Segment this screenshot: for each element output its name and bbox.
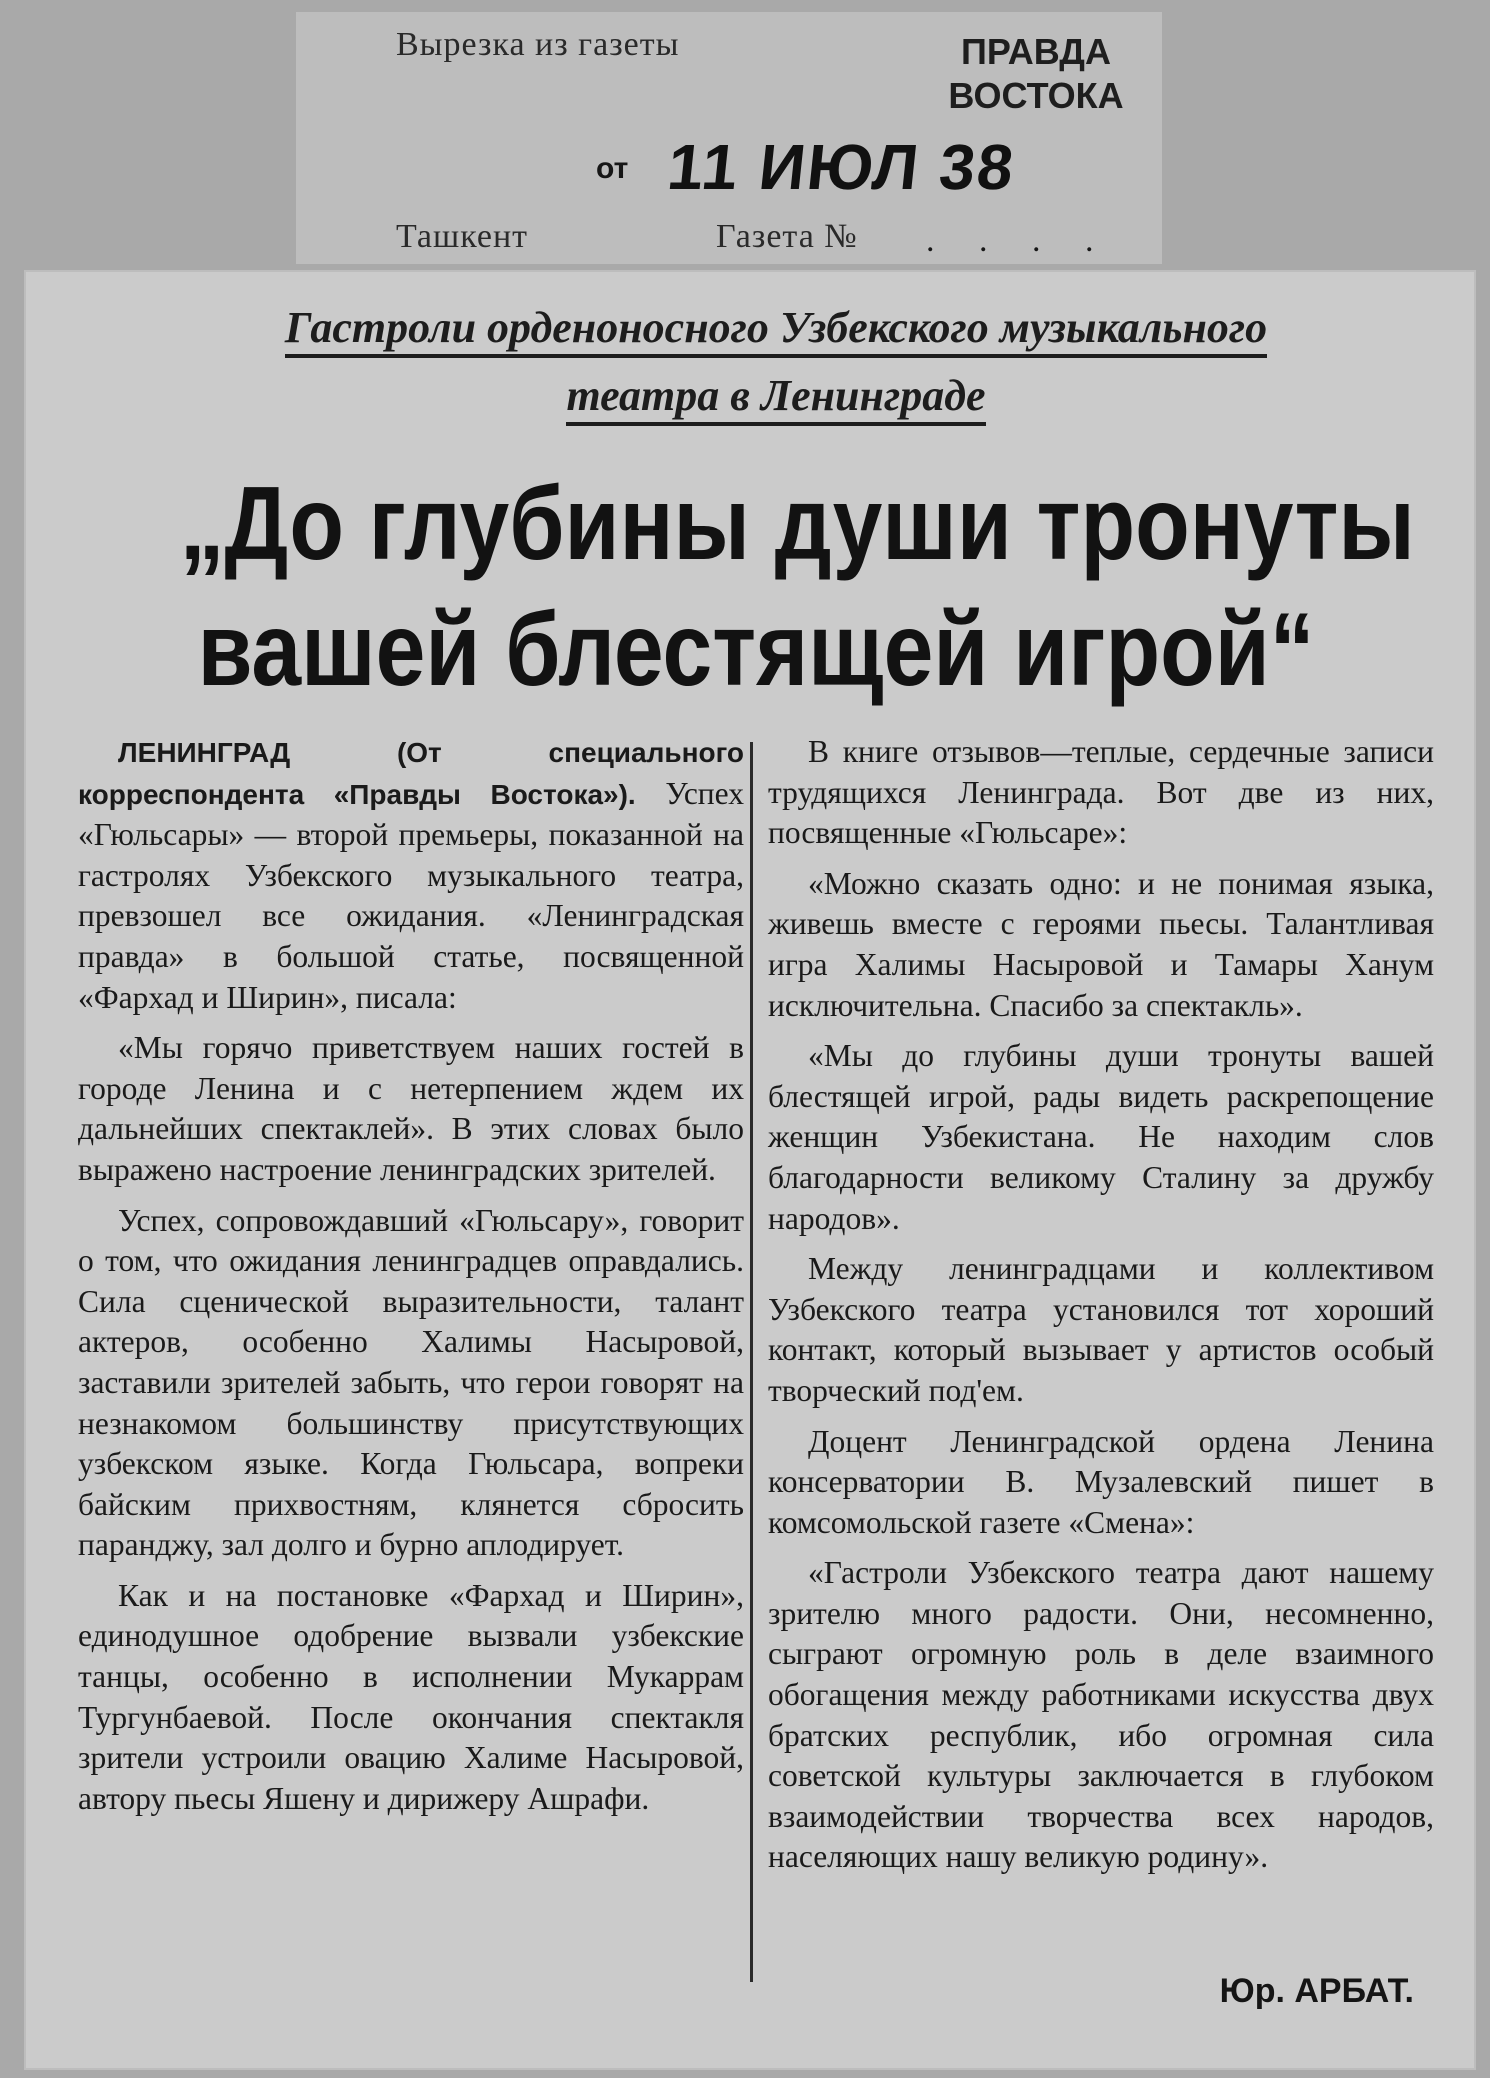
rubric-line-2-text: театра в Ленинграде (566, 371, 985, 426)
newspaper-name-line2: ВОСТОКА (948, 75, 1124, 116)
date-from-label: от (596, 152, 629, 185)
rubric-line-2 (106, 370, 1446, 421)
headline-line-2: вашей блестящей игрой“ (197, 592, 1315, 708)
issue-label: Газета № (716, 218, 858, 255)
dateline: ЛЕНИНГРАД (От специального корреспондента «Правды Востока»). (78, 737, 744, 810)
rubric-line-1 (106, 302, 1446, 353)
paragraph: «Мы горячо приветствуем наших гостей в городе Ленина и с нетерпением ждем их дальнейших спектаклей». В этих словах было выражено настроение ленинградских зрителей. (78, 1030, 744, 1187)
paragraph: Доцент Ленинградской ордена Ленина консерватории В. Музалевский пишет в комсомольской газете «Смена»: (768, 1423, 1434, 1540)
paragraph: «Мы до глубины души тронуты вашей блестящей игрой, рады видеть раскрепощение женщин Узбекистана. Не находим слов благодарности великому Сталину за дружбу народов». (768, 1038, 1434, 1236)
paragraph: Между ленинградцами и коллективом Узбекского театра установился тот хороший контакт, который вызывает у артистов особый творческий под'ем. (768, 1251, 1434, 1408)
clipping-label: Вырезка из газеты (396, 26, 680, 63)
newspaper-name (936, 30, 1136, 118)
column-divider (750, 742, 753, 1982)
paragraph: Успех, сопровождавший «Гюльсару», говорит о том, что ожидания ленинградцев оправдались. Сила сценической выразительности, талант актеров, особенно Халимы Насыровой, заставили зрителей забыть, что герои говорят на незнакомом большинству присутствующих узбекском языке. Когда Гюльсара, вопреки байским прихвостням, клянется сбросить паранджу, зал долго и бурно аплодирует. (78, 1202, 744, 1563)
author-signature: Юр. АРБАТ. (1219, 1972, 1414, 2010)
paragraph-text: Успех «Гюльсары» — второй премьеры, показанной на гастролях Узбекского музыкального театра, превзошел все ожидания. «Ленинградская правда» в большой статье, посвященной «Фархад и Ширин», писала: (78, 775, 744, 1015)
date-stamp: 11 ИЮЛ 38 (664, 131, 1019, 203)
paragraph (78, 732, 744, 1018)
paragraph: «Можно сказать одно: и не понимая языка, живешь вместе с героями пьесы. Талантливая игра Халимы Насыровой и Тамары Ханум исключительна. Спасибо за спектакль». (768, 865, 1434, 1023)
newspaper-name-line1: ПРАВДА (961, 31, 1111, 72)
issue-number-dots: . . . . (926, 222, 1112, 259)
rubric-line-1-text: Гастроли орденоносного Узбекского музыкального (285, 303, 1267, 358)
paragraph: Как и на постановке «Фархад и Ширин», единодушное одобрение вызвали узбекские танцы, особенно в исполнении Мукаррам Тургунбаевой. После окончания спектакля зрители устроили овацию Халиме Насыровой, автору пьесы Яшену и дирижеру Ашрафи. (78, 1577, 744, 1816)
paragraph: В книге отзывов—теплые, сердечные записи трудящихся Ленинграда. Вот две из них, посвященные «Гюльсаре»: (768, 734, 1434, 851)
clipping-label-stub (296, 12, 1162, 264)
paragraph: «Гастроли Узбекского театра дают нашему зрителю много радости. Они, несомненно, сыграют огромную роль в деле взаимного обогащения между работниками искусства двух братских республик, ибо огромная сила советской культуры заключается в глубоком взаимодействии творчества всех народов, населяющих нашу великую родину». (768, 1555, 1434, 1875)
newspaper-clipping (26, 272, 1474, 2068)
article-left-column (78, 732, 744, 1829)
headline-line-1: „До глубины души тронуты (179, 466, 1415, 582)
article-right-column (768, 732, 1434, 1888)
city-label: Ташкент (396, 218, 529, 255)
